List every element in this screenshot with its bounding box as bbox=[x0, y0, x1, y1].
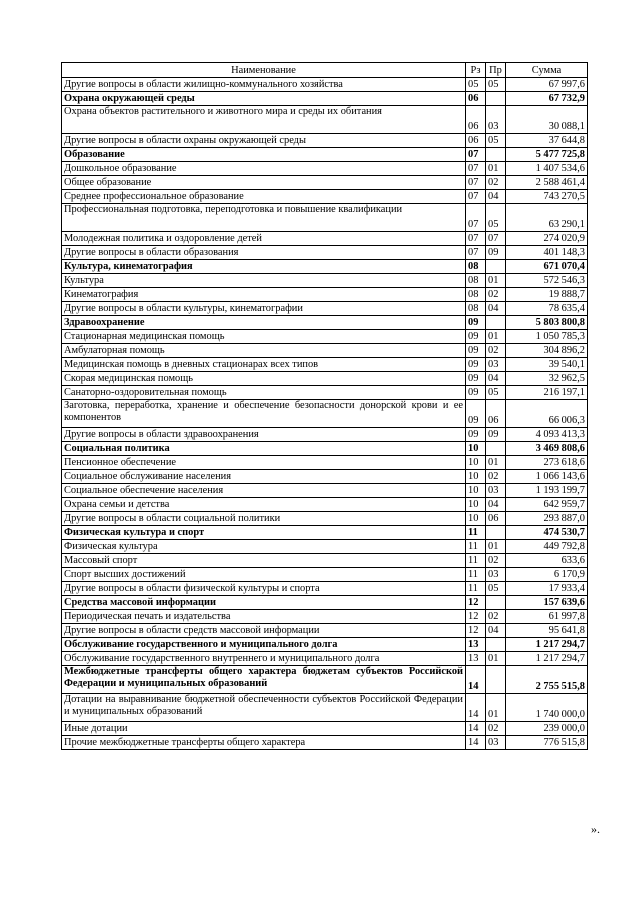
row-sum-cell: 30 088,1 bbox=[506, 106, 588, 134]
row-pr-cell: 05 bbox=[486, 134, 506, 148]
row-name-cell: Социальное обслуживание населения bbox=[62, 470, 466, 484]
table-row bbox=[62, 176, 588, 190]
row-sum-cell: 1 066 143,6 bbox=[506, 470, 588, 484]
row-pr-cell: 01 bbox=[486, 652, 506, 666]
row-name-cell: Другие вопросы в области образования bbox=[62, 246, 466, 260]
row-pr-cell: 01 bbox=[486, 456, 506, 470]
row-name-cell: Амбулаторная помощь bbox=[62, 344, 466, 358]
row-rz-cell: 12 bbox=[466, 610, 486, 624]
row-pr-cell bbox=[486, 260, 506, 274]
row-sum-cell: 4 093 413,3 bbox=[506, 428, 588, 442]
table-row bbox=[62, 610, 588, 624]
row-name-cell: Другие вопросы в области охраны окружающей среды bbox=[62, 134, 466, 148]
row-name-cell: Средства массовой информации bbox=[62, 596, 466, 610]
row-sum-cell: 19 888,7 bbox=[506, 288, 588, 302]
table-row bbox=[62, 106, 588, 134]
row-name-cell: Обслуживание государственного и муниципального долга bbox=[62, 638, 466, 652]
row-rz-cell: 10 bbox=[466, 498, 486, 512]
row-sum-cell: 66 006,3 bbox=[506, 400, 588, 428]
row-rz-cell: 08 bbox=[466, 288, 486, 302]
row-rz-cell: 09 bbox=[466, 386, 486, 400]
row-name-cell: Профессиональная подготовка, переподготовка и повышение квалификации bbox=[62, 204, 466, 232]
row-sum-cell: 273 618,6 bbox=[506, 456, 588, 470]
row-sum-cell: 2 755 515,8 bbox=[506, 666, 588, 694]
row-rz-cell: 08 bbox=[466, 260, 486, 274]
section-row bbox=[62, 638, 588, 652]
row-sum-cell: 67 732,9 bbox=[506, 92, 588, 106]
section-row bbox=[62, 596, 588, 610]
table-row bbox=[62, 190, 588, 204]
row-pr-cell bbox=[486, 526, 506, 540]
row-sum-cell: 5 803 800,8 bbox=[506, 316, 588, 330]
table-row bbox=[62, 652, 588, 666]
row-rz-cell: 10 bbox=[466, 484, 486, 498]
row-sum-cell: 63 290,1 bbox=[506, 204, 588, 232]
section-row bbox=[62, 526, 588, 540]
row-name-cell: Другие вопросы в области средств массовой информации bbox=[62, 624, 466, 638]
row-name-cell: Стационарная медицинская помощь bbox=[62, 330, 466, 344]
row-pr-cell: 01 bbox=[486, 540, 506, 554]
table-row bbox=[62, 386, 588, 400]
table-row bbox=[62, 736, 588, 750]
row-pr-cell: 06 bbox=[486, 512, 506, 526]
table-row bbox=[62, 554, 588, 568]
row-pr-cell: 01 bbox=[486, 162, 506, 176]
row-sum-cell: 401 148,3 bbox=[506, 246, 588, 260]
row-pr-cell: 02 bbox=[486, 722, 506, 736]
row-pr-cell bbox=[486, 666, 506, 694]
row-sum-cell: 474 530,7 bbox=[506, 526, 588, 540]
row-sum-cell: 5 477 725,8 bbox=[506, 148, 588, 162]
row-rz-cell: 07 bbox=[466, 148, 486, 162]
row-sum-cell: 633,6 bbox=[506, 554, 588, 568]
row-sum-cell: 743 270,5 bbox=[506, 190, 588, 204]
table-body bbox=[62, 78, 588, 750]
table-row bbox=[62, 78, 588, 92]
row-name-cell: Другие вопросы в области социальной политики bbox=[62, 512, 466, 526]
row-sum-cell: 78 635,4 bbox=[506, 302, 588, 316]
row-rz-cell: 14 bbox=[466, 736, 486, 750]
row-rz-cell: 08 bbox=[466, 274, 486, 288]
row-sum-cell: 293 887,0 bbox=[506, 512, 588, 526]
row-pr-cell: 04 bbox=[486, 624, 506, 638]
row-sum-cell: 304 896,2 bbox=[506, 344, 588, 358]
row-rz-cell: 10 bbox=[466, 442, 486, 456]
row-pr-cell: 09 bbox=[486, 428, 506, 442]
row-name-cell: Пенсионное обеспечение bbox=[62, 456, 466, 470]
row-sum-cell: 216 197,1 bbox=[506, 386, 588, 400]
row-pr-cell: 03 bbox=[486, 736, 506, 750]
row-rz-cell: 12 bbox=[466, 596, 486, 610]
table-row bbox=[62, 372, 588, 386]
table-row bbox=[62, 484, 588, 498]
row-rz-cell: 10 bbox=[466, 512, 486, 526]
row-rz-cell: 11 bbox=[466, 554, 486, 568]
row-name-cell: Молодежная политика и оздоровление детей bbox=[62, 232, 466, 246]
row-pr-cell: 05 bbox=[486, 78, 506, 92]
row-pr-cell bbox=[486, 92, 506, 106]
row-pr-cell: 01 bbox=[486, 694, 506, 722]
row-pr-cell: 05 bbox=[486, 204, 506, 232]
row-name-cell: Образование bbox=[62, 148, 466, 162]
header-pr: Пр bbox=[486, 63, 506, 78]
row-name-cell: Прочие межбюджетные трансферты общего характера bbox=[62, 736, 466, 750]
row-name-cell: Медицинская помощь в дневных стационарах всех типов bbox=[62, 358, 466, 372]
row-name-cell: Охрана окружающей среды bbox=[62, 92, 466, 106]
row-name-cell: Охрана объектов растительного и животного мира и среды их обитания bbox=[62, 106, 466, 134]
table-row bbox=[62, 162, 588, 176]
row-rz-cell: 10 bbox=[466, 456, 486, 470]
row-rz-cell: 07 bbox=[466, 232, 486, 246]
row-pr-cell: 02 bbox=[486, 344, 506, 358]
row-rz-cell: 05 bbox=[466, 78, 486, 92]
table-row bbox=[62, 246, 588, 260]
row-name-cell: Социальная политика bbox=[62, 442, 466, 456]
row-sum-cell: 642 959,7 bbox=[506, 498, 588, 512]
row-rz-cell: 09 bbox=[466, 358, 486, 372]
row-pr-cell: 01 bbox=[486, 330, 506, 344]
row-sum-cell: 61 997,8 bbox=[506, 610, 588, 624]
row-sum-cell: 37 644,8 bbox=[506, 134, 588, 148]
row-pr-cell: 03 bbox=[486, 484, 506, 498]
section-row bbox=[62, 148, 588, 162]
section-row bbox=[62, 316, 588, 330]
table-row bbox=[62, 330, 588, 344]
table-row bbox=[62, 302, 588, 316]
row-name-cell: Культура, кинематография bbox=[62, 260, 466, 274]
row-rz-cell: 09 bbox=[466, 316, 486, 330]
row-rz-cell: 09 bbox=[466, 330, 486, 344]
row-name-cell: Здравоохранение bbox=[62, 316, 466, 330]
table-row bbox=[62, 624, 588, 638]
row-pr-cell: 09 bbox=[486, 246, 506, 260]
row-pr-cell: 02 bbox=[486, 288, 506, 302]
row-pr-cell: 04 bbox=[486, 498, 506, 512]
row-sum-cell: 1 217 294,7 bbox=[506, 638, 588, 652]
row-rz-cell: 07 bbox=[466, 204, 486, 232]
row-sum-cell: 39 540,1 bbox=[506, 358, 588, 372]
row-sum-cell: 776 515,8 bbox=[506, 736, 588, 750]
row-sum-cell: 1 407 534,6 bbox=[506, 162, 588, 176]
row-name-cell: Охрана семьи и детства bbox=[62, 498, 466, 512]
row-pr-cell bbox=[486, 148, 506, 162]
row-pr-cell bbox=[486, 596, 506, 610]
row-pr-cell: 02 bbox=[486, 176, 506, 190]
table-row bbox=[62, 134, 588, 148]
row-rz-cell: 07 bbox=[466, 190, 486, 204]
row-name-cell: Санаторно-оздоровительная помощь bbox=[62, 386, 466, 400]
row-sum-cell: 1 740 000,0 bbox=[506, 694, 588, 722]
row-rz-cell: 14 bbox=[466, 722, 486, 736]
row-rz-cell: 06 bbox=[466, 92, 486, 106]
row-name-cell: Социальное обеспечение населения bbox=[62, 484, 466, 498]
budget-table bbox=[61, 62, 588, 750]
table-row bbox=[62, 470, 588, 484]
row-sum-cell: 2 588 461,4 bbox=[506, 176, 588, 190]
row-rz-cell: 11 bbox=[466, 568, 486, 582]
table-row bbox=[62, 568, 588, 582]
row-name-cell: Другие вопросы в области жилищно-коммунального хозяйства bbox=[62, 78, 466, 92]
section-row bbox=[62, 92, 588, 106]
row-name-cell: Кинематография bbox=[62, 288, 466, 302]
table-row bbox=[62, 232, 588, 246]
row-name-cell: Межбюджетные трансферты общего характера бюджетам субъектов Российской Федерации и муниципальных образований bbox=[62, 666, 466, 694]
row-sum-cell: 32 962,5 bbox=[506, 372, 588, 386]
row-name-cell: Массовый спорт bbox=[62, 554, 466, 568]
row-rz-cell: 12 bbox=[466, 624, 486, 638]
section-row bbox=[62, 442, 588, 456]
row-name-cell: Иные дотации bbox=[62, 722, 466, 736]
row-name-cell: Скорая медицинская помощь bbox=[62, 372, 466, 386]
row-rz-cell: 14 bbox=[466, 666, 486, 694]
row-rz-cell: 09 bbox=[466, 428, 486, 442]
row-name-cell: Общее образование bbox=[62, 176, 466, 190]
row-rz-cell: 09 bbox=[466, 372, 486, 386]
row-rz-cell: 06 bbox=[466, 106, 486, 134]
row-name-cell: Спорт высших достижений bbox=[62, 568, 466, 582]
row-pr-cell: 05 bbox=[486, 386, 506, 400]
row-sum-cell: 572 546,3 bbox=[506, 274, 588, 288]
row-name-cell: Другие вопросы в области физической культуры и спорта bbox=[62, 582, 466, 596]
row-pr-cell: 02 bbox=[486, 554, 506, 568]
row-name-cell: Дотации на выравнивание бюджетной обеспеченности субъектов Российской Федерации и муниципальных образований bbox=[62, 694, 466, 722]
table-row bbox=[62, 288, 588, 302]
row-pr-cell: 04 bbox=[486, 302, 506, 316]
row-rz-cell: 07 bbox=[466, 162, 486, 176]
row-pr-cell bbox=[486, 316, 506, 330]
section-row bbox=[62, 666, 588, 694]
table-header-row bbox=[62, 63, 588, 78]
table-row bbox=[62, 498, 588, 512]
row-sum-cell: 17 933,4 bbox=[506, 582, 588, 596]
header-rz: Рз bbox=[466, 63, 486, 78]
row-name-cell: Другие вопросы в области культуры, кинематографии bbox=[62, 302, 466, 316]
table-row bbox=[62, 540, 588, 554]
row-rz-cell: 11 bbox=[466, 526, 486, 540]
row-sum-cell: 6 170,9 bbox=[506, 568, 588, 582]
row-rz-cell: 07 bbox=[466, 176, 486, 190]
row-name-cell: Периодическая печать и издательства bbox=[62, 610, 466, 624]
row-sum-cell: 1 193 199,7 bbox=[506, 484, 588, 498]
row-sum-cell: 1 217 294,7 bbox=[506, 652, 588, 666]
row-pr-cell: 06 bbox=[486, 400, 506, 428]
row-sum-cell: 157 639,6 bbox=[506, 596, 588, 610]
table-row bbox=[62, 512, 588, 526]
table-row bbox=[62, 582, 588, 596]
row-pr-cell: 03 bbox=[486, 358, 506, 372]
row-name-cell: Заготовка, переработка, хранение и обеспечение безопасности донорской крови и ее компонентов bbox=[62, 400, 466, 428]
row-pr-cell: 02 bbox=[486, 610, 506, 624]
closing-quote-mark: ». bbox=[591, 822, 600, 836]
row-sum-cell: 95 641,8 bbox=[506, 624, 588, 638]
row-rz-cell: 11 bbox=[466, 582, 486, 596]
row-sum-cell: 3 469 808,6 bbox=[506, 442, 588, 456]
header-sum: Сумма bbox=[506, 63, 588, 78]
row-pr-cell: 04 bbox=[486, 190, 506, 204]
row-sum-cell: 671 070,4 bbox=[506, 260, 588, 274]
table-row bbox=[62, 358, 588, 372]
row-rz-cell: 10 bbox=[466, 470, 486, 484]
row-rz-cell: 06 bbox=[466, 134, 486, 148]
table-row bbox=[62, 722, 588, 736]
section-row bbox=[62, 260, 588, 274]
table-row bbox=[62, 400, 588, 428]
row-pr-cell: 03 bbox=[486, 106, 506, 134]
row-pr-cell: 01 bbox=[486, 274, 506, 288]
row-pr-cell: 03 bbox=[486, 568, 506, 582]
row-rz-cell: 07 bbox=[466, 246, 486, 260]
row-sum-cell: 1 050 785,3 bbox=[506, 330, 588, 344]
row-name-cell: Другие вопросы в области здравоохранения bbox=[62, 428, 466, 442]
row-name-cell: Среднее профессиональное образование bbox=[62, 190, 466, 204]
row-sum-cell: 239 000,0 bbox=[506, 722, 588, 736]
row-name-cell: Обслуживание государственного внутреннего и муниципального долга bbox=[62, 652, 466, 666]
row-pr-cell bbox=[486, 638, 506, 652]
row-rz-cell: 14 bbox=[466, 694, 486, 722]
row-pr-cell: 07 bbox=[486, 232, 506, 246]
row-rz-cell: 09 bbox=[466, 400, 486, 428]
table-row bbox=[62, 274, 588, 288]
row-name-cell: Культура bbox=[62, 274, 466, 288]
table-row bbox=[62, 344, 588, 358]
row-pr-cell: 05 bbox=[486, 582, 506, 596]
row-rz-cell: 13 bbox=[466, 638, 486, 652]
row-rz-cell: 11 bbox=[466, 540, 486, 554]
table-row bbox=[62, 456, 588, 470]
row-sum-cell: 449 792,8 bbox=[506, 540, 588, 554]
row-pr-cell bbox=[486, 442, 506, 456]
row-rz-cell: 08 bbox=[466, 302, 486, 316]
row-rz-cell: 09 bbox=[466, 344, 486, 358]
row-sum-cell: 274 020,9 bbox=[506, 232, 588, 246]
header-name: Наименование bbox=[62, 63, 466, 78]
row-name-cell: Физическая культура и спорт bbox=[62, 526, 466, 540]
row-sum-cell: 67 997,6 bbox=[506, 78, 588, 92]
row-pr-cell: 04 bbox=[486, 372, 506, 386]
row-name-cell: Дошкольное образование bbox=[62, 162, 466, 176]
table-row bbox=[62, 428, 588, 442]
table-row bbox=[62, 694, 588, 722]
row-pr-cell: 02 bbox=[486, 470, 506, 484]
table-row bbox=[62, 204, 588, 232]
row-name-cell: Физическая культура bbox=[62, 540, 466, 554]
row-rz-cell: 13 bbox=[466, 652, 486, 666]
